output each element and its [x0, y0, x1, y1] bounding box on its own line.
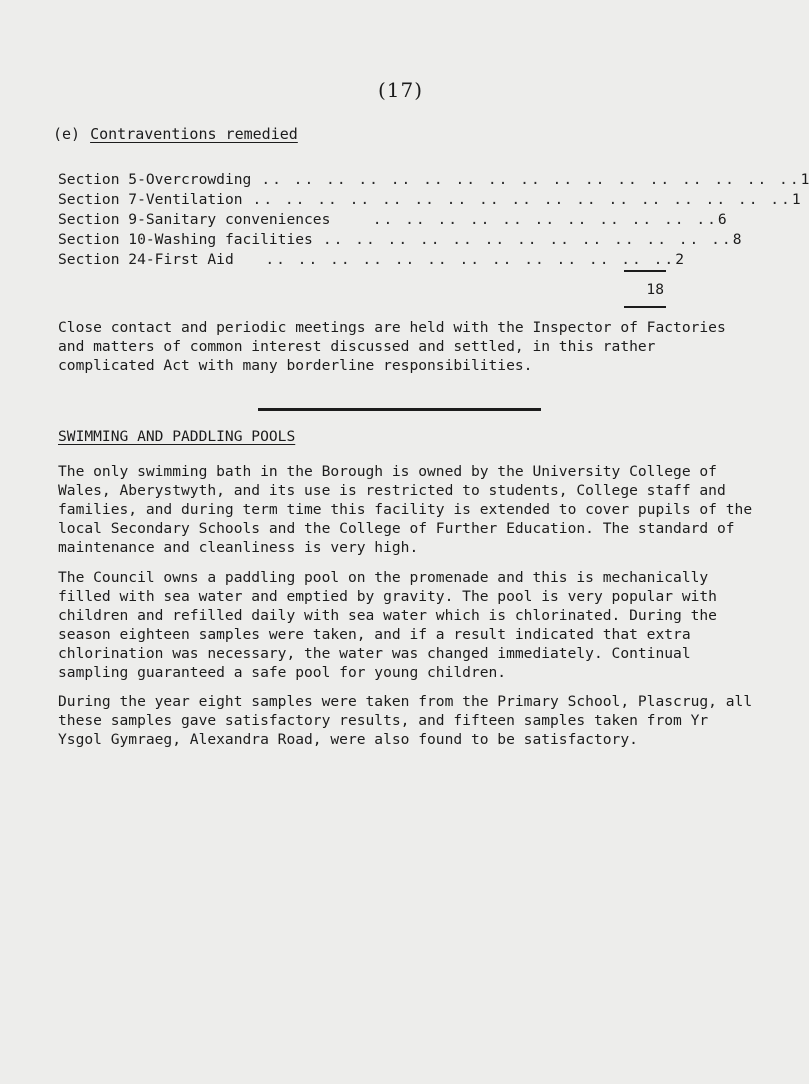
- table-row: [58, 250, 684, 270]
- table-row: [58, 230, 742, 250]
- row-section: Section 24: [58, 251, 146, 268]
- factories-paragraph: Close contact and periodic meetings are held with the Inspector of Factories and matters of common interest discussed and settled, in this rather complicated Act with many borderline responsibilities.: [58, 319, 726, 374]
- section-letter: (e): [53, 125, 81, 143]
- table-row: [58, 170, 809, 190]
- total-rule-bottom: [624, 306, 666, 308]
- table-row: [58, 190, 801, 210]
- dot-leader: .. .. .. .. .. .. .. .. .. .. .. .. ..: [322, 231, 733, 248]
- pools-paragraph-2: The Council owns a paddling pool on the promenade and this is mechanically filled with sea water and emptied by gravity. The pool is very popular with children and refilled daily with sea water which is chlorinated. During the season eighteen samples were taken, and if a result indicated that extra chlorination was necessary, the water was changed immediately. Continual sampling guaranteed a safe pool for young children.: [58, 569, 717, 681]
- pools-heading: SWIMMING AND PADDLING POOLS: [58, 428, 296, 445]
- section-title: Contraventions remedied: [90, 125, 298, 143]
- row-section: Section 5: [58, 171, 138, 188]
- section-divider: [258, 408, 541, 411]
- dot-leader: .. .. .. .. .. .. .. .. .. .. .. .. .. .. .. .. ..: [252, 191, 792, 208]
- row-dash: -: [145, 251, 155, 268]
- row-count: 2: [675, 251, 684, 268]
- row-description: First Aid: [154, 251, 234, 268]
- row-description: Overcrowding: [145, 171, 252, 188]
- dot-leader: .. .. .. .. .. .. .. .. .. .. .. .. .. .. .. .. ..: [261, 171, 801, 188]
- row-dash: -: [137, 171, 146, 188]
- row-dash: -: [137, 191, 146, 208]
- total-count: 18: [646, 281, 664, 298]
- table-row: [58, 210, 727, 230]
- pools-paragraph-1: The only swimming bath in the Borough is owned by the University College of Wales, Aberystwyth, and its use is restricted to students, College staff and families, and during term time this facility is extended to cover pupils of the local Secondary Schools and the College of Further Education. The standard of maintenance and cleanliness is very high.: [58, 463, 753, 556]
- row-dash: -: [145, 231, 155, 248]
- row-count: 6: [717, 211, 727, 228]
- row-section: Section 10: [58, 231, 146, 248]
- contraventions-table: [58, 170, 809, 270]
- contraventions-heading: [53, 125, 298, 143]
- row-count: 8: [732, 231, 742, 248]
- row-count: 1: [791, 191, 801, 208]
- page-number: (17): [377, 78, 424, 102]
- dot-leader: .. .. .. .. .. .. .. .. .. .. ..: [340, 211, 718, 228]
- row-dash: -: [137, 211, 146, 228]
- pools-paragraph-3: During the year eight samples were taken from the Primary School, Plascrug, all these samples gave satisfactory results, and fifteen samples taken from Yr Ysgol Gymraeg, Alexandra Road, were also found to be satisfactory.: [58, 693, 753, 748]
- row-section: Section 7: [58, 191, 138, 208]
- row-description: Sanitary conveniences: [145, 211, 331, 228]
- total-rule-top: [624, 270, 666, 272]
- row-count: 1: [800, 171, 809, 188]
- row-description: Ventilation: [145, 191, 243, 208]
- row-section: Section 9: [58, 211, 138, 228]
- dot-leader: .. .. .. .. .. .. .. .. .. .. .. .. ..: [243, 251, 676, 268]
- row-description: Washing facilities: [154, 231, 313, 248]
